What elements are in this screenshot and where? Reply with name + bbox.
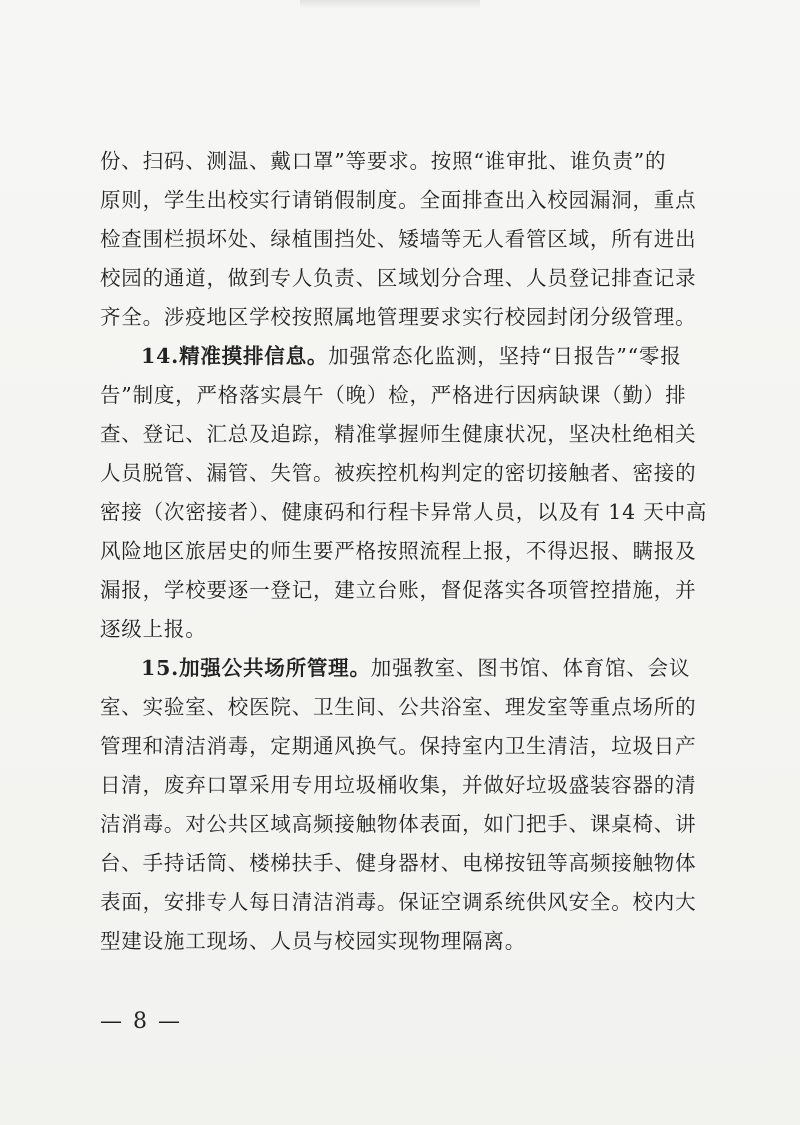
section-14-first-line-text: 加强常态化监测，坚持“日报告”“零报 (328, 344, 682, 368)
body-line: 型建设施工现场、人员与校园实现物理隔离。 (100, 929, 526, 953)
body-line: 检查围栏损坏处、绿植围挡处、矮墙等无人看管区域，所有进出 (100, 227, 697, 251)
body-line: 管理和清洁消毒，定期通风换气。保持室内卫生清洁，垃圾日产 (100, 734, 697, 758)
section-15-heading: 15.加强公共场所管理。 (141, 656, 371, 680)
body-line: 表面，安排专人每日清洁消毒。保证空调系统供风安全。校内大 (100, 890, 697, 914)
section-14-first-line (141, 339, 701, 373)
body-line: 份、扫码、测温、戴口罩”等要求。按照“谁审批、谁负责”的 (100, 149, 667, 173)
body-line: 告”制度，严格落实晨午（晚）检，严格进行因病缺课（勤）排 (100, 383, 687, 407)
body-line: 查、登记、汇总及追踪，精准掌握师生健康状况，坚决杜绝相关 (100, 422, 697, 446)
body-line: 风险地区旅居史的师生要严格按照流程上报，不得迟报、瞒报及 (100, 539, 697, 563)
body-line: 漏报，学校要逐一登记，建立台账，督促落实各项管控措施，并 (100, 578, 697, 602)
scan-artifact (300, 0, 480, 8)
body-line: 室、实验室、校医院、卫生间、公共浴室、理发室等重点场所的 (100, 695, 697, 719)
body-line: 日清，废弃口罩采用专用垃圾桶收集，并做好垃圾盛装容器的清 (100, 773, 697, 797)
body-line: 洁消毒。对公共区域高频接触物体表面，如门把手、课桌椅、讲 (100, 812, 697, 836)
body-line: 校园的通道，做到专人负责、区域划分合理、人员登记排查记录 (100, 266, 697, 290)
body-line: 原则，学生出校实行请销假制度。全面排查出入校园漏洞，重点 (100, 188, 697, 212)
body-line: 逐级上报。 (100, 617, 207, 641)
section-15-first-line (141, 651, 701, 685)
section-15-first-line-text: 加强教室、图书馆、体育馆、会议 (370, 656, 691, 680)
body-line: 密接（次密接者）、健康码和行程卡异常人员，以及有 14 天中高 (100, 500, 708, 524)
body-line: 齐全。涉疫地区学校按照属地管理要求实行校园封闭分级管理。 (100, 305, 697, 329)
section-14-heading: 14.精准摸排信息。 (141, 344, 329, 368)
body-line: 台、手持话筒、楼梯扶手、健身器材、电梯按钮等高频接触物体 (100, 851, 697, 875)
body-line: 人员脱管、漏管、失管。被疾控机构判定的密切接触者、密接的 (100, 461, 697, 485)
page-number: — 8 — (100, 1009, 182, 1034)
